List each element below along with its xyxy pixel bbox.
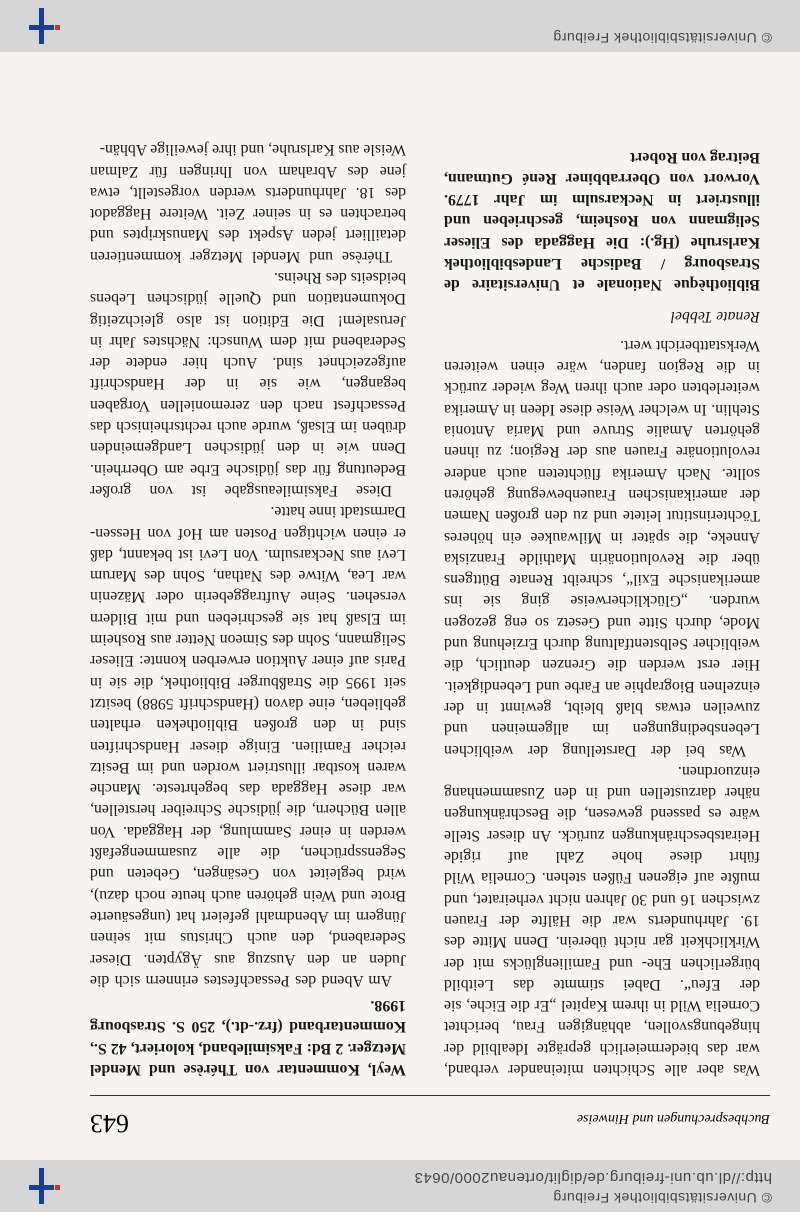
document-page — [0, 52, 800, 1160]
right-column — [90, 139, 406, 1080]
paragraph: Was aber alle Schichten miteinander verband, war das biedermeierlich geprägte Idealbild der hingebungsvollen, abhängigen Frau, berichtet Cornelia Wild in ihrem Kapitel „Er die Eiche, sie der Efeu“. Dabei stimmte das Leitbild bürgerlichen Ehe- und Familienglücks mit der Wirklichkeit gar nicht überein. Denn Mitte des 19. Jahrhunderts war die Hälfte der Frauen zwischen 16 und 30 Jahren nicht verheiratet, und mußte auf eigenen Füßen stehen. Cornelia Wild führt diese hohe Zahl auf rigide Heiratsbeschränkungen zurück. An dieser Stelle wäre es passend gewesen, die Beschränkungen näher darzustellen und in den Zusammenhang einzuordnen. — [444, 762, 760, 1078]
library-credit: © Universitätsbibliothek Freiburg — [552, 30, 772, 46]
review-title-continued: Weyl, Kommentar von Thérèse und Mendel Metzger. 2 Bd: Faksimileband, koloriert, 42 S., Kommentarband (frz.-dt.), 250 S. Strasbourg 1998. — [90, 997, 406, 1078]
paragraph: Diese Faksimileausgabe ist von großer Bedeutung für das jüdische Erbe am Oberrhein. Denn wie in den jüdischen Landgemeinden drüben im Elsaß, wurde auch rechtsrheinisch das Pessachfest nach den zeremoniellen Vorgaben begangen, wie sie in der Handschrift aufgezeichnet sind. Auch hier endete der Sederabend mit dem Wunsch: Nächstes Jahr in Jerusalem! Die Edition ist also gleichzeitig Dokumentation und Quelle jüdischen Lebens beidseits des Rheins. — [90, 269, 406, 499]
paragraph: Am Abend des Pessachfestes erinnern sich die Juden an den Auszug aus Ägypten. Dieser Sederabend, den auch Christus mit seinen Jüngern im Abendmahl gefeiert hat (ungesäuerte Brote und Wein gehören auch heute noch dazu), wird begleitet von Gesängen, Gebeten und Segenssprüchen, die alle zusammengefaßt werden in einer Sammlung, der Haggada. Von allen Büchern, die jüdische Schreiber herstellen, war diese Haggada das begehrteste. Manche waren kostbar illustriert worden und im Besitz reicher Familien. Einige dieser Handschriften sind in den großen Bibliotheken erhalten geblieben, eine davon (Handschrift 5988) besitzt seit 1995 die Straßburger Bibliothek, die sie in Paris auf einer Auktion erwerben konnte: Elieser Seligmann, Sohn des Simeon Netter aus Rosheim im Elsaß hat sie geschrieben und mit Bildern versehen. Seine Auftraggeberin oder Mäzenin war Lea, Witwe des Nathan, Sohn des Marum Levi aus Neckarsulm. Von Levi ist bekannt, daß er einen wichtigen Posten am Hof von Hessen-Darmstadt inne hatte. — [90, 503, 406, 989]
left-column — [444, 142, 760, 1080]
review-title: Bibliothèque Nationale et Universitaire de Strasbourg / Badische Landesbibliothek Karlsruhe (Hg.): Die Haggada des Elieser Seligmann von Rosheim, geschrieben und illustriert in Neckarsulm im Jahr 1779. Vorwort von Oberrabbiner René Gutmann, Beitrag von Robert — [444, 148, 760, 294]
page-header — [90, 1095, 770, 1136]
running-title: Buchbesprechungen und Hinweise — [576, 1111, 770, 1126]
paragraph: Thérèse und Mendel Metzger kommentieren detailliert jeden Aspekt des Manuskriptes und betrachten es in seiner Zeit. Weitere Haggadot des 18. Jahrhunderts werden vorgestellt, etwa jene des Abraham von Ihringen für Zalman Weisle aus Karlsruhe, und ihre jeweilige Abhän- — [90, 141, 406, 265]
page-number: 643 — [90, 1109, 129, 1138]
viewer-top-bar — [0, 1160, 800, 1212]
source-url[interactable]: http://dl.ub.uni-freiburg.de/diglit/ortenau2000/0643 — [414, 1169, 772, 1186]
paragraph: Was bei der Darstellung der weiblichen Lebensbedingungen im allgemeinen und zuweilen etwas blaß bleibt, gewinnt in der einzelnen Biographie an Farbe und Lebendigkeit. Hier erst werden die Grenzen deutlich, die weiblicher Selbstentfaltung durch Erziehung und Mode, durch Sitte und Gesetz so eng gezogen wurden. „Glücklicherweise ging sie ins amerikanische Exil“, schreibt Renate Büttgens über die Revolutionärin Mathilde Franziska Anneke, die später in Milwaukee ein höheres Töchterinstitut leitete und zu den großen Namen der amerikanischen Frauenbewegung gehören sollte. Nach Amerika flüchteten auch andere revolutionäre Frauen aus der Region; zu ihnen gehörten Amalie Struve und Maria Antonia Stehlin. In welcher Weise diese Ideen in Amerika weiterlebten oder auch ihren Weg wieder zurück in die Region fanden, wäre einen weiteren Werkstattbericht wert. — [444, 336, 760, 759]
library-logo-icon — [24, 8, 60, 44]
library-logo-icon — [24, 1168, 60, 1204]
reviewer-signature: Renate Tebbel — [670, 307, 760, 325]
viewer-bottom-bar — [0, 0, 800, 52]
library-credit: © Universitätsbibliothek Freiburg — [552, 1190, 772, 1206]
